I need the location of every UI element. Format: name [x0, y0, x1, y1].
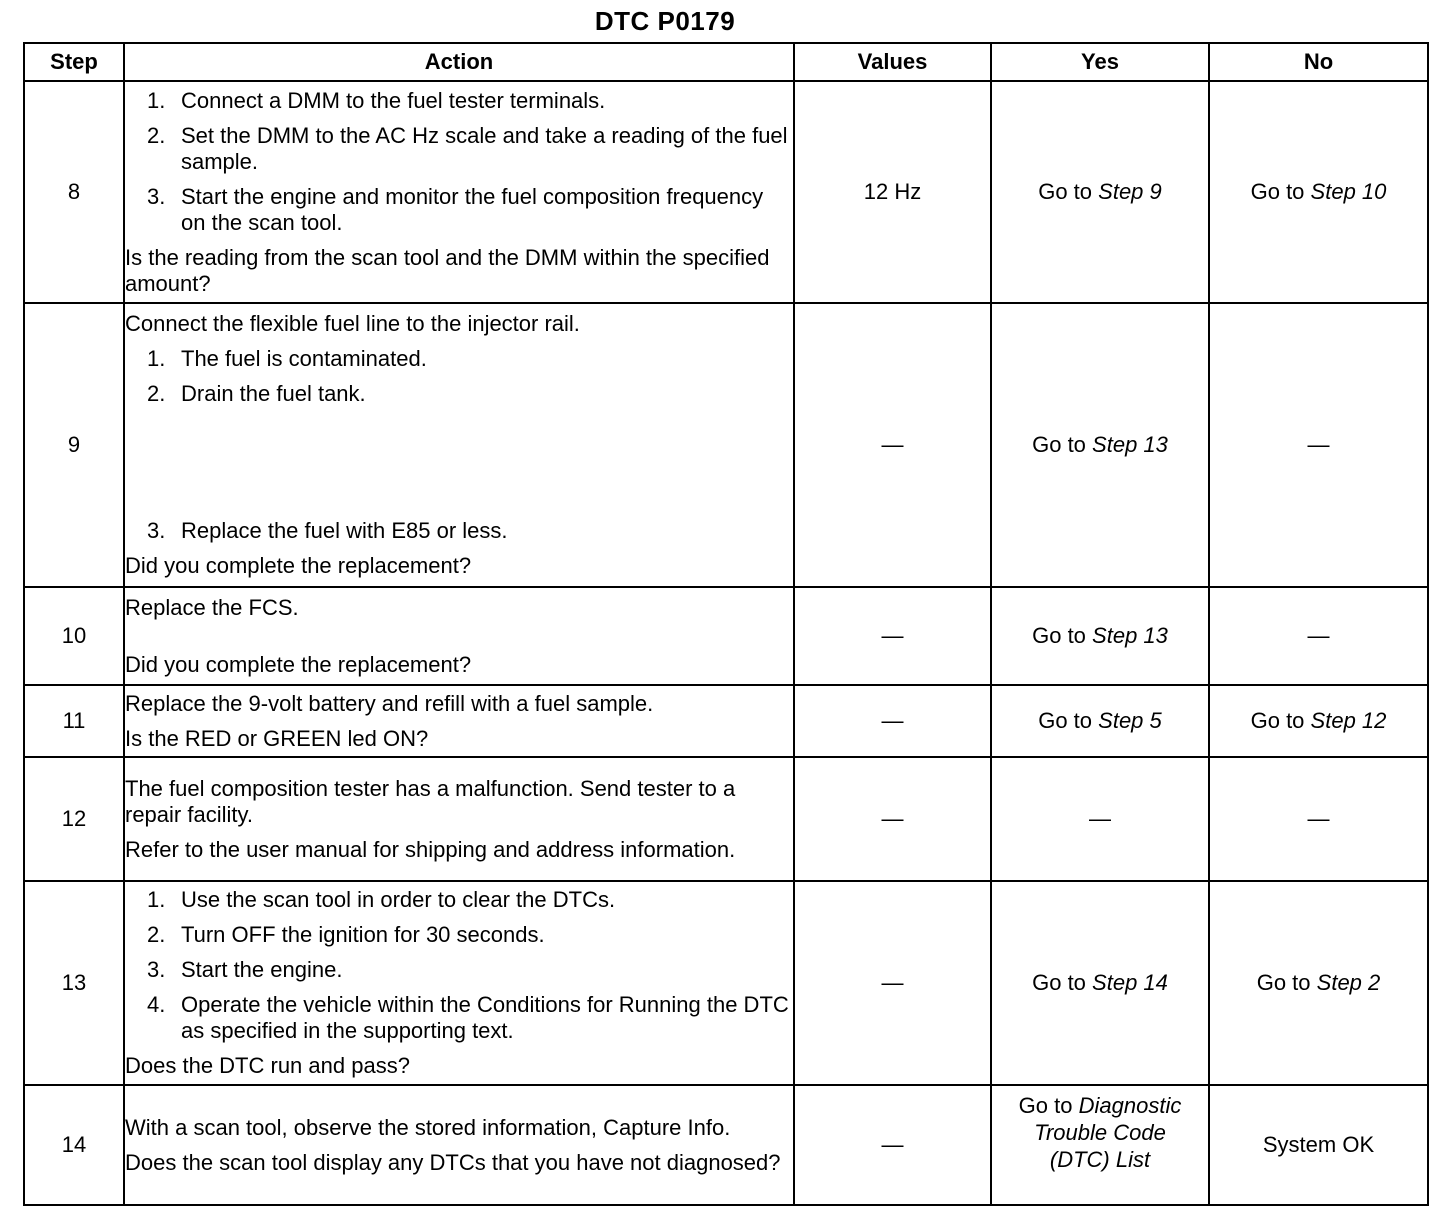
header-step: Step	[24, 43, 124, 81]
table-row-step-10	[24, 587, 1428, 685]
action-question: Did you complete the replacement?	[125, 553, 472, 578]
header-yes: Yes	[991, 43, 1209, 81]
step-reference-link[interactable]: Step 2	[1316, 970, 1381, 995]
action-intro: Replace the FCS.	[125, 594, 299, 620]
list-item: 4. Operate the vehicle within the Conditions for Running the DTC as specified in the supporting text.	[147, 992, 789, 1043]
action-intro: Replace the 9-volt battery and refill with a fuel sample.	[125, 690, 654, 716]
action-cell	[124, 757, 794, 881]
no-cell: Go to Step 2	[1209, 881, 1428, 1085]
step-number: 12	[24, 757, 124, 881]
header-action: Action	[124, 43, 794, 81]
no-cell: —	[1209, 587, 1428, 685]
yes-cell: Go to Diagnostic Trouble Code (DTC) List	[991, 1085, 1209, 1205]
list-item: 2. Turn OFF the ignition for 30 seconds.	[147, 922, 545, 947]
table-row-step-12	[24, 757, 1428, 881]
yes-cell: Go to Step 14	[991, 881, 1209, 1085]
no-cell: —	[1209, 757, 1428, 881]
no-cell: Go to Step 10	[1209, 81, 1428, 303]
list-item: 1. Connect a DMM to the fuel tester terminals.	[147, 87, 606, 113]
list-item: 1. The fuel is contaminated.	[147, 346, 427, 371]
table-row-step-9	[24, 303, 1428, 587]
action-question: Did you complete the replacement?	[125, 651, 472, 677]
action-intro: With a scan tool, observe the stored information, Capture Info.	[125, 1114, 731, 1140]
list-item: 2. Set the DMM to the AC Hz scale and take a reading of the fuel sample.	[147, 122, 788, 174]
list-item: 3. Start the engine and monitor the fuel composition frequency on the scan tool.	[147, 183, 764, 235]
yes-cell: Go to Step 9	[991, 81, 1209, 303]
step-number: 14	[24, 1085, 124, 1205]
table-row-step-8	[24, 81, 1428, 303]
step-reference-link[interactable]: Step 13	[1092, 623, 1168, 648]
list-item: 1. Use the scan tool in order to clear the DTCs.	[147, 887, 616, 912]
step-reference-link[interactable]: Step 9	[1098, 179, 1162, 204]
action-question: Refer to the user manual for shipping and address information.	[125, 836, 736, 862]
no-cell: Go to Step 12	[1209, 685, 1428, 757]
spacer	[125, 630, 793, 652]
header-row	[24, 43, 1428, 81]
step-number: 10	[24, 587, 124, 685]
header-no: No	[1209, 43, 1428, 81]
list-item: 3. Start the engine.	[147, 957, 343, 982]
action-cell	[124, 1085, 794, 1205]
action-cell	[124, 81, 794, 303]
table-row-step-14	[24, 1085, 1428, 1205]
list-item: 3. Replace the fuel with E85 or less.	[147, 518, 508, 543]
dtc-list-link[interactable]: Diagnostic Trouble Code (DTC) List	[1034, 1093, 1182, 1172]
action-intro: The fuel composition tester has a malfunction. Send tester to a repair facility.	[125, 775, 736, 827]
table-row-step-11	[24, 685, 1428, 757]
action-cell	[124, 587, 794, 685]
diagnostic-table	[23, 42, 1429, 1206]
step-reference-link[interactable]: Step 5	[1098, 708, 1162, 733]
no-cell: System OK	[1209, 1085, 1428, 1205]
step-number: 9	[24, 303, 124, 587]
step-reference-link[interactable]: Step 14	[1092, 970, 1168, 995]
document-title: DTC P0179	[594, 6, 736, 36]
spacer	[125, 416, 793, 518]
action-cell	[124, 685, 794, 757]
table-row-step-13	[24, 881, 1428, 1085]
step-reference-link[interactable]: Step 13	[1092, 432, 1168, 457]
step-reference-link[interactable]: Step 10	[1310, 179, 1387, 204]
yes-cell: —	[991, 757, 1209, 881]
action-question: Does the scan tool display any DTCs that you have not diagnosed?	[125, 1149, 781, 1175]
yes-cell: Go to Step 13	[991, 587, 1209, 685]
step-number: 13	[24, 881, 124, 1085]
no-cell: —	[1209, 303, 1428, 587]
values-cell: —	[794, 881, 991, 1085]
action-cell	[124, 303, 794, 587]
action-question: Is the RED or GREEN led ON?	[125, 725, 429, 751]
header-values: Values	[794, 43, 991, 81]
action-question: Does the DTC run and pass?	[125, 1053, 410, 1078]
values-cell: —	[794, 1085, 991, 1205]
yes-cell: Go to Step 13	[991, 303, 1209, 587]
values-cell: —	[794, 303, 991, 587]
yes-cell: Go to Step 5	[991, 685, 1209, 757]
step-number: 8	[24, 81, 124, 303]
action-cell	[124, 881, 794, 1085]
action-question: Is the reading from the scan tool and the DMM within the specified amount?	[125, 244, 770, 296]
values-cell: —	[794, 685, 991, 757]
step-number: 11	[24, 685, 124, 757]
values-cell: —	[794, 587, 991, 685]
values-cell: 12 Hz	[794, 81, 991, 303]
values-cell: —	[794, 757, 991, 881]
step-reference-link[interactable]: Step 12	[1310, 708, 1387, 733]
action-intro: Connect the flexible fuel line to the injector rail.	[125, 311, 580, 336]
list-item: 2. Drain the fuel tank.	[147, 381, 366, 406]
